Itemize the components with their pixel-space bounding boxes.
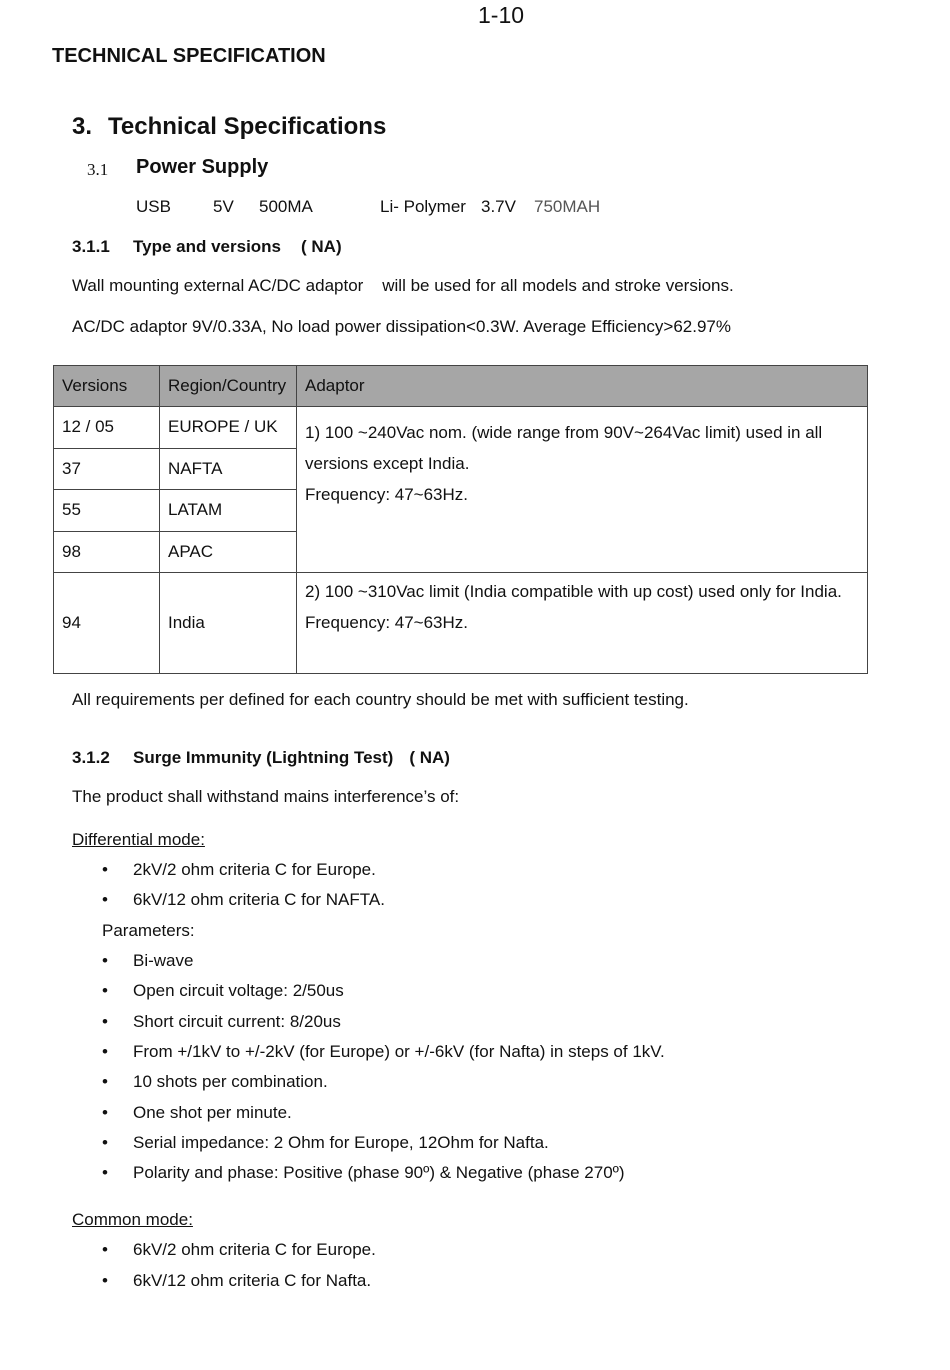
usb-label: USB <box>136 197 171 216</box>
bullet-icon: • <box>102 1240 108 1259</box>
list-item: Serial impedance: 2 Ohm for Europe, 12Ohm for Nafta. <box>133 1133 549 1152</box>
s312-intro: The product shall withstand mains interference’s of: <box>72 787 460 806</box>
running-header: TECHNICAL SPECIFICATION <box>52 45 326 67</box>
list-item: From +/1kV to +/-2kV (for Europe) or +/-6kV (for Nafta) in steps of 1kV. <box>133 1042 665 1061</box>
battery-capacity: 750MAH <box>534 197 601 216</box>
section-heading <box>72 113 386 141</box>
header-versions: Versions <box>54 366 160 407</box>
header-adaptor: Adaptor <box>297 366 868 407</box>
bullet-icon: • <box>102 1163 108 1182</box>
page-number: 1-10 <box>478 2 525 28</box>
s312-title <box>133 748 450 768</box>
s312-tag: ( NA) <box>409 748 450 767</box>
adaptor1-line: 1) 100 ~240Vac nom. (wide range from 90V~264Vac limit) used in all <box>305 423 823 442</box>
header-region: Region/Country <box>160 366 297 407</box>
subsection-title: Power Supply <box>136 156 269 178</box>
s311-para2: AC/DC adaptor 9V/0.33A, No load power dissipation<0.3W. Average Efficiency>62.97% <box>72 317 731 336</box>
table-row <box>54 573 868 674</box>
battery-type: Li- Polymer <box>380 197 466 216</box>
adaptor-cell-1 <box>297 407 868 573</box>
parameters-label: Parameters: <box>102 921 195 940</box>
adaptor1-line: Frequency: 47~63Hz. <box>305 485 469 504</box>
bullet-icon: • <box>102 1133 108 1152</box>
adaptor1-line: versions except India. <box>305 454 470 473</box>
bullet-icon: • <box>102 981 108 1000</box>
s311-tag: ( NA) <box>301 237 342 256</box>
list-item: Short circuit current: 8/20us <box>133 1012 341 1031</box>
usb-current: 500MA <box>259 197 313 216</box>
bullet-icon: • <box>102 1042 108 1061</box>
adaptor-cell-2 <box>297 573 868 674</box>
table-row <box>54 407 868 449</box>
s311-para1: Wall mounting external AC/DC adaptor will be used for all models and stroke versions. <box>72 276 734 295</box>
bullet-icon: • <box>102 1012 108 1031</box>
region-cell: NAFTA <box>160 448 297 490</box>
bullet-icon: • <box>102 890 108 909</box>
s312-title-text: Surge Immunity (Lightning Test) <box>133 748 394 767</box>
version-cell: 37 <box>54 448 160 490</box>
version-cell: 98 <box>54 531 160 573</box>
adaptor2-line: Frequency: 47~63Hz. <box>305 613 469 632</box>
s311-title <box>133 237 342 257</box>
versions-table <box>53 365 868 674</box>
list-item: One shot per minute. <box>133 1103 292 1122</box>
differential-mode-label: Differential mode: <box>72 830 205 849</box>
subsection-number: 3.1 <box>87 160 109 179</box>
region-cell: EUROPE / UK <box>160 407 297 449</box>
bullet-icon: • <box>102 1103 108 1122</box>
after-table-note: All requirements per defined for each country should be met with sufficient testing. <box>72 690 689 709</box>
list-item: Polarity and phase: Positive (phase 90º) & Negative (phase 270º) <box>133 1163 625 1182</box>
battery-voltage: 3.7V <box>481 197 516 216</box>
version-cell: 94 <box>54 573 160 674</box>
adaptor2-line: 2) 100 ~310Vac limit (India compatible with up cost) used only for India. <box>305 582 842 601</box>
common-mode-label: Common mode: <box>72 1210 193 1229</box>
version-cell: 55 <box>54 490 160 532</box>
list-item: Open circuit voltage: 2/50us <box>133 981 344 1000</box>
region-cell: India <box>160 573 297 674</box>
version-cell: 12 / 05 <box>54 407 160 449</box>
section-title: Technical Specifications <box>108 113 387 140</box>
bullet-icon: • <box>102 951 108 970</box>
list-item: 6kV/12 ohm criteria C for Nafta. <box>133 1271 372 1290</box>
region-cell: LATAM <box>160 490 297 532</box>
s312-number: 3.1.2 <box>72 748 110 767</box>
table-header-row <box>54 366 868 407</box>
list-item: 10 shots per combination. <box>133 1072 328 1091</box>
region-cell: APAC <box>160 531 297 573</box>
s311-title-text: Type and versions <box>133 237 282 256</box>
s311-number: 3.1.1 <box>72 237 110 256</box>
bullet-icon: • <box>102 1271 108 1290</box>
list-item: 2kV/2 ohm criteria C for Europe. <box>133 860 376 879</box>
list-item: Bi-wave <box>133 951 194 970</box>
usb-voltage: 5V <box>213 197 234 216</box>
bullet-icon: • <box>102 860 108 879</box>
section-number: 3. <box>72 113 93 140</box>
list-item: 6kV/12 ohm criteria C for NAFTA. <box>133 890 385 909</box>
list-item: 6kV/2 ohm criteria C for Europe. <box>133 1240 376 1259</box>
bullet-icon: • <box>102 1072 108 1091</box>
